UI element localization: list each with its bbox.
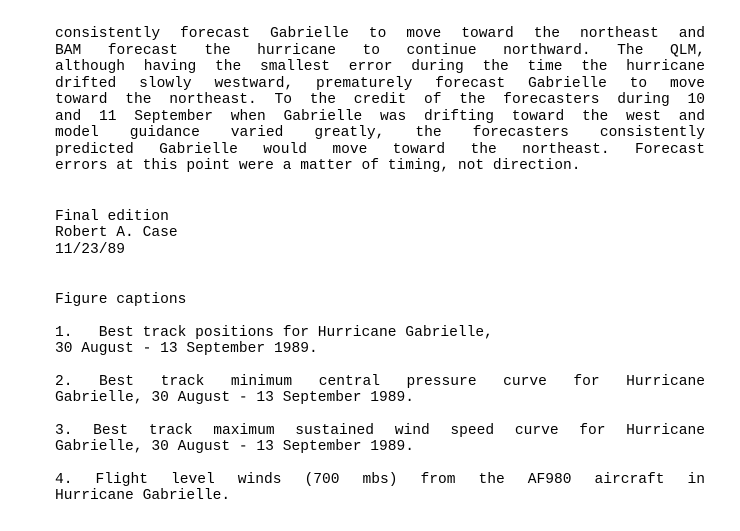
caption-line: 30 August - 13 September 1989. — [55, 341, 318, 357]
caption-line: 3. Best track maximum sustained wind speed curve for Hurricane — [55, 422, 705, 439]
paragraph-line: and 11 September when Gabrielle was drifting toward the west and — [55, 108, 705, 125]
caption-line: Gabrielle, 30 August - 13 September 1989. — [55, 390, 415, 406]
paragraph-line: BAM forecast the hurricane to continue northward. The QLM, — [55, 42, 705, 59]
paragraph-line: toward the northeast. To the credit of the forecasters during 10 — [55, 92, 705, 108]
author-name: Robert A. Case — [55, 225, 178, 241]
paragraph-line: model guidance varied greatly, the forecasters consistently — [55, 125, 705, 141]
document-page — [55, 26, 705, 505]
signature-date: 11/23/89 — [55, 241, 126, 258]
paragraph-line: although having the smallest error during the time the hurricane — [55, 59, 705, 75]
caption-item — [55, 423, 705, 456]
body-paragraph — [55, 26, 705, 175]
caption-line: Hurricane Gabrielle. — [55, 488, 231, 504]
signature-block — [55, 209, 705, 259]
caption-line: Gabrielle, 30 August - 13 September 1989. — [55, 439, 415, 455]
caption-line: 2. Best track minimum central pressure curve for Hurricane — [55, 373, 705, 390]
captions-section — [55, 292, 705, 505]
paragraph-line: consistently forecast Gabrielle to move toward the northeast and — [55, 26, 705, 42]
paragraph-line: predicted Gabrielle would move toward the northeast. Forecast — [55, 141, 705, 158]
captions-heading: Figure captions — [55, 292, 187, 308]
caption-item — [55, 472, 705, 505]
paragraph-line: errors at this point were a matter of timing, not direction. — [55, 158, 581, 174]
caption-item — [55, 374, 705, 407]
caption-line: 1. Best track positions for Hurricane Gabrielle, — [55, 324, 493, 341]
edition-label: Final edition — [55, 208, 169, 225]
caption-line: 4. Flight level winds (700 mbs) from the AF980 aircraft in — [55, 471, 705, 488]
paragraph-line: drifted slowly westward, prematurely forecast Gabrielle to move — [55, 75, 705, 92]
caption-item — [55, 325, 705, 358]
